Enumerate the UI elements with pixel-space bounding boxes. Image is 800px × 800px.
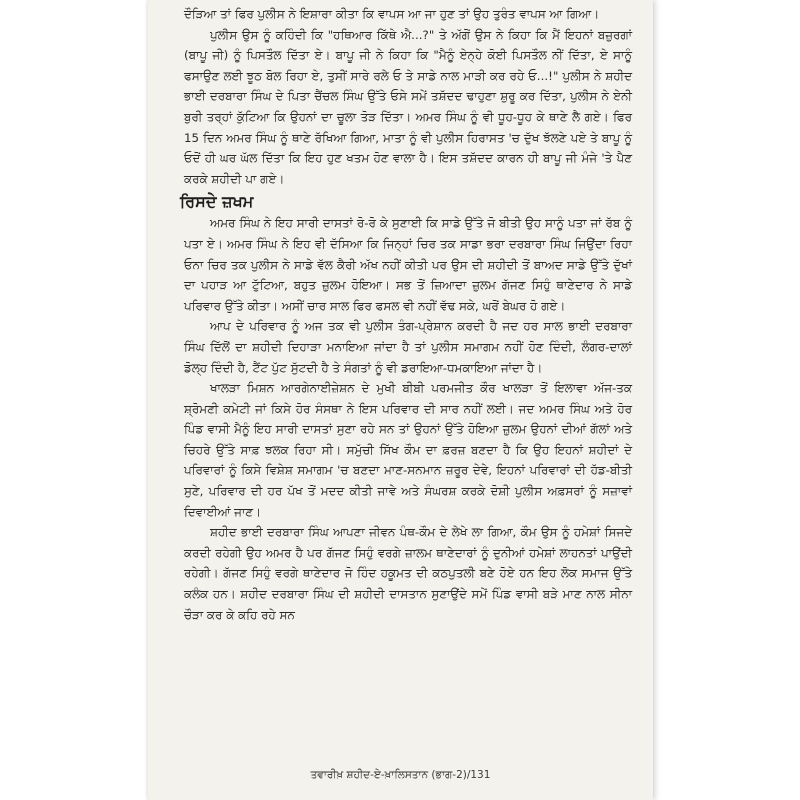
body-text bbox=[180, 4, 632, 625]
paragraph-5: ਖਾਲੜਾ ਮਿਸ਼ਨ ਆਰਗੇਨਾਈਜ਼ੇਸ਼ਨ ਦੇ ਮੁਖੀ ਬੀਬੀ ਪਰਮਜੀਤ ਕੌਰ ਖਾਲੜਾ ਤੋਂ ਇਲਾਵਾ ਅੱਜ-ਤਕ ਸ਼੍ਰੋਮਣੀ ਕਮੇਟੀ ਜਾਂ ਕਿਸੇ ਹੋਰ ਸੰਸਥਾ ਨੇ ਇਸ ਪਰਿਵਾਰ ਦੀ ਸਾਰ ਨਹੀਂ ਲਈ। ਜਦ ਅਮਰ ਸਿੰਘ ਅਤੇ ਹੋਰ ਪਿੰਡ ਵਾਸੀ ਮੈਨੂੰ ਇਹ ਸਾਰੀ ਦਾਸਤਾਂ ਸੁਣਾ ਰਹੇ ਸਨ ਤਾਂ ਉਹਨਾਂ ਉੱਤੇ ਹੋਇਆ ਜ਼ੁਲਮ ਉਹਨਾਂ ਦੀਆਂ ਗੱਲਾਂ ਅਤੇ ਚਿਹਰੇ ਉੱਤੇ ਸਾਫ਼ ਝਲਕ ਰਿਹਾ ਸੀ। ਸਮੁੱਚੀ ਸਿੱਖ ਕੌਮ ਦਾ ਫ਼ਰਜ਼ ਬਣਦਾ ਹੈ ਕਿ ਉਹ ਇਹਨਾਂ ਸ਼ਹੀਦਾਂ ਦੇ ਪਰਿਵਾਰਾਂ ਨੂੰ ਕਿਸੇ ਵਿਸ਼ੇਸ਼ ਸਮਾਗਮ 'ਚ ਬਣਦਾ ਮਾਣ-ਸਨਮਾਨ ਜ਼ਰੂਰ ਦੇਵੇ, ਇਹਨਾਂ ਪਰਿਵਾਰਾਂ ਦੀ ਹੱਡ-ਬੀਤੀ ਸੁਣੇ, ਪਰਿਵਾਰ ਦੀ ਹਰ ਪੱਖ ਤੋਂ ਮਦਦ ਕੀਤੀ ਜਾਵੇ ਅਤੇ ਸੰਘਰਸ਼ ਕਰਕੇ ਦੋਸ਼ੀ ਪੁਲੀਸ ਅਫ਼ਸਰਾਂ ਨੂੰ ਸਜ਼ਾਵਾਂ ਦਿਵਾਈਆਂ ਜਾਣ। bbox=[184, 381, 632, 519]
paragraph-1: ਦੌੜਿਆ ਤਾਂ ਫਿਰ ਪੁਲੀਸ ਨੇ ਇਸ਼ਾਰਾ ਕੀਤਾ ਕਿ ਵਾਪਸ ਆ ਜਾ ਹੁਣ ਤਾਂ ਉਹ ਤੁਰੰਤ ਵਾਪਸ ਆ ਗਿਆ। bbox=[184, 7, 600, 21]
paragraph-2: ਪੁਲੀਸ ਉਸ ਨੂੰ ਕਹਿੰਦੀ ਕਿ "ਹਥਿਆਰ ਕਿੱਥੇ ਐ...?" ਤੇ ਅੱਗੋਂ ਉਸ ਨੇ ਕਿਹਾ ਕਿ ਮੈਂ ਇਹਨਾਂ ਬਜ਼ੁਰਗਾਂ (ਬਾਪੂ ਜੀ) ਨੂੰ ਪਿਸਤੌਲ ਦਿੱਤਾ ਏ। ਬਾਪੂ ਜੀ ਨੇ ਕਿਹਾ ਕਿ "ਮੈਨੂੰ ਏਨ੍ਹੇ ਕੋਈ ਪਿਸਤੌਲ ਨੀਂ ਦਿੱਤਾ, ਏ ਸਾਨੂੰ ਫਸਾਉਣ ਲਈ ਝੂਠ ਬੋਲ ਰਿਹਾ ਏ, ਤੁਸੀਂ ਸਾਰੇ ਰਲੇ ਓ ਤੇ ਸਾਡੇ ਨਾਲ ਮਾੜੀ ਕਰ ਰਹੇ ਓ...!" ਪੁਲੀਸ ਨੇ ਸ਼ਹੀਦ ਭਾਈ ਦਰਬਾਰਾ ਸਿੰਘ ਦੇ ਪਿਤਾ ਚੈਂਚਲ ਸਿੰਘ ਉੱਤੇ ਓਸੇ ਸਮੇਂ ਤਸ਼ੱਦਦ ਢਾਹੁਣਾ ਸ਼ੁਰੂ ਕਰ ਦਿੱਤਾ, ਪੁਲੀਸ ਨੇ ਏਨੀ ਬੁਰੀ ਤਰ੍ਹਾਂ ਕੁੱਟਿਆ ਕਿ ਉਹਨਾਂ ਦਾ ਚੂਲਾ ਤੋੜ ਦਿੱਤਾ। ਅਮਰ ਸਿੰਘ ਨੂੰ ਵੀ ਧੂਹ-ਧੂਹ ਕੇ ਥਾਣੇ ਲੈ ਗਏ। ਫਿਰ 15 ਦਿਨ ਅਮਰ ਸਿੰਘ ਨੂੰ ਥਾਣੇ ਰੱਖਿਆ ਗਿਆ, ਮਾਤਾ ਨੂੰ ਵੀ ਪੁਲੀਸ ਹਿਰਾਸਤ 'ਚ ਦੁੱਖ ਝੱਲਣੇ ਪਏ ਤੇ ਬਾਪੂ ਨੂੰ ਓਦੋਂ ਹੀ ਘਰ ਘੱਲ ਦਿੱਤਾ ਕਿ ਇਹ ਹੁਣ ਖਤਮ ਹੋਣ ਵਾਲਾ ਹੈ। ਇਸ ਤਸ਼ੱਦਦ ਕਾਰਨ ਹੀ ਬਾਪੂ ਜੀ ਮੰਜੇ 'ਤੇ ਪੈਣ ਕਰਕੇ ਸ਼ਹੀਦੀ ਪਾ ਗਏ। bbox=[184, 27, 632, 186]
section-heading: ਰਿਸਦੇ ਜ਼ਖਮ bbox=[180, 192, 254, 212]
paragraph-3: ਅਮਰ ਸਿੰਘ ਨੇ ਇਹ ਸਾਰੀ ਦਾਸਤਾਂ ਰੋ-ਰੋ ਕੇ ਸੁਣਾਈ ਕਿ ਸਾਡੇ ਉੱਤੇ ਜੋ ਬੀਤੀ ਉਹ ਸਾਨੂੰ ਪਤਾ ਜਾਂ ਰੱਬ ਨੂੰ ਪਤਾ ਏ। ਅਮਰ ਸਿੰਘ ਨੇ ਇਹ ਵੀ ਦੱਸਿਆ ਕਿ ਜਿਨ੍ਹਾਂ ਚਿਰ ਤਕ ਸਾਡਾ ਭਰਾ ਦਰਬਾਰਾ ਸਿੰਘ ਜਿਉਂਦਾ ਰਿਹਾ ਓਨਾ ਚਿਰ ਤਕ ਪੁਲੀਸ ਨੇ ਸਾਡੇ ਵੱਲ ਕੈਰੀ ਅੱਖ ਨਹੀਂ ਕੀਤੀ ਪਰ ਉਸ ਦੀ ਸ਼ਹੀਦੀ ਤੋਂ ਬਾਅਦ ਸਾਡੇ ਉੱਤੇ ਦੁੱਖਾਂ ਦਾ ਪਹਾੜ ਆ ਟੁੱਟਿਆ, ਬਹੁਤ ਜ਼ੁਲਮ ਹੋਇਆ। ਸਭ ਤੋਂ ਜ਼ਿਆਦਾ ਜ਼ੁਲਮ ਗੱਜਣ ਸਿਹੁੰ ਥਾਣੇਦਾਰ ਨੇ ਸਾਡੇ ਪਰਿਵਾਰ ਉੱਤੇ ਕੀਤਾ। ਅਸੀਂ ਚਾਰ ਸਾਲ ਫਿਰ ਫਸਲ ਵੀ ਨਹੀਂ ਵੱਢ ਸਕੇ, ਘਰੋਂ ਬੇਘਰ ਹੋ ਗਏ। bbox=[184, 216, 632, 313]
book-page bbox=[148, 0, 653, 800]
footer-page-number: /131 bbox=[466, 769, 491, 781]
paragraph-4: ਆਪ ਦੇ ਪਰਿਵਾਰ ਨੂੰ ਅਜ ਤਕ ਵੀ ਪੁਲੀਸ ਤੰਗ-ਪ੍ਰੇਸ਼ਾਨ ਕਰਦੀ ਹੈ ਜਦ ਹਰ ਸਾਲ ਭਾਈ ਦਰਬਾਰਾ ਸਿੰਘ ਦਿੱਲੋਂ ਦਾ ਸ਼ਹੀਦੀ ਦਿਹਾੜਾ ਮਨਾਇਆ ਜਾਂਦਾ ਹੈ ਤਾਂ ਪੁਲੀਸ ਸਮਾਗਮ ਨਹੀਂ ਹੋਣ ਦਿੰਦੀ, ਲੰਗਰ-ਦਾਲਾਂ ਡੋਲ੍ਹ ਦਿੰਦੀ ਹੈ, ਟੈਂਟ ਪੁੱਟ ਸੁੱਟਦੀ ਹੈ ਤੇ ਸੰਗਤਾਂ ਨੂੰ ਵੀ ਡਰਾਇਆ-ਧਮਕਾਇਆ ਜਾਂਦਾ ਹੈ। bbox=[184, 319, 632, 375]
paragraph-6: ਸ਼ਹੀਦ ਭਾਈ ਦਰਬਾਰਾ ਸਿੰਘ ਆਪਣਾ ਜੀਵਨ ਪੰਥ-ਕੌਮ ਦੇ ਲੇਖੇ ਲਾ ਗਿਆ, ਕੌਮ ਉਸ ਨੂੰ ਹਮੇਸ਼ਾਂ ਸਿਜਦੇ ਕਰਦੀ ਰਹੇਗੀ ਉਹ ਅਮਰ ਹੈ ਪਰ ਗੱਜਣ ਸਿਹੁੰ ਵਰਗੇ ਜ਼ਾਲਮ ਥਾਣੇਦਾਰਾਂ ਨੂੰ ਦੁਨੀਆਂ ਹਮੇਸ਼ਾਂ ਲਾਹਨਤਾਂ ਪਾਉਂਦੀ ਰਹੇਗੀ। ਗੱਜਣ ਸਿਹੁੰ ਵਰਗੇ ਥਾਣੇਦਾਰ ਜੋ ਹਿੰਦ ਹਕੂਮਤ ਦੀ ਕਠਪੁਤਲੀ ਬਣੇ ਹੋਏ ਹਨ ਇਹ ਲੋਕ ਸਮਾਜ ਉੱਤੇ ਕਲੰਕ ਹਨ। ਸ਼ਹੀਦ ਦਰਬਾਰਾ ਸਿੰਘ ਦੀ ਸ਼ਹੀਦੀ ਦਾਸਤਾਨ ਸੁਣਾਉਂਦੇ ਸਮੇਂ ਪਿੰਡ ਵਾਸੀ ਬੜੇ ਮਾਣ ਨਾਲ ਸੀਨਾ ਚੌੜਾ ਕਰ ਕੇ ਕਹਿ ਰਹੇ ਸਨ bbox=[184, 525, 632, 622]
footer-book-title: ਤਵਾਰੀਖ਼ ਸ਼ਹੀਦ-ਏ-ਖ਼ਾਲਿਸਤਾਨ (ਭਾਗ-2) bbox=[310, 769, 467, 781]
page-footer bbox=[148, 769, 653, 782]
